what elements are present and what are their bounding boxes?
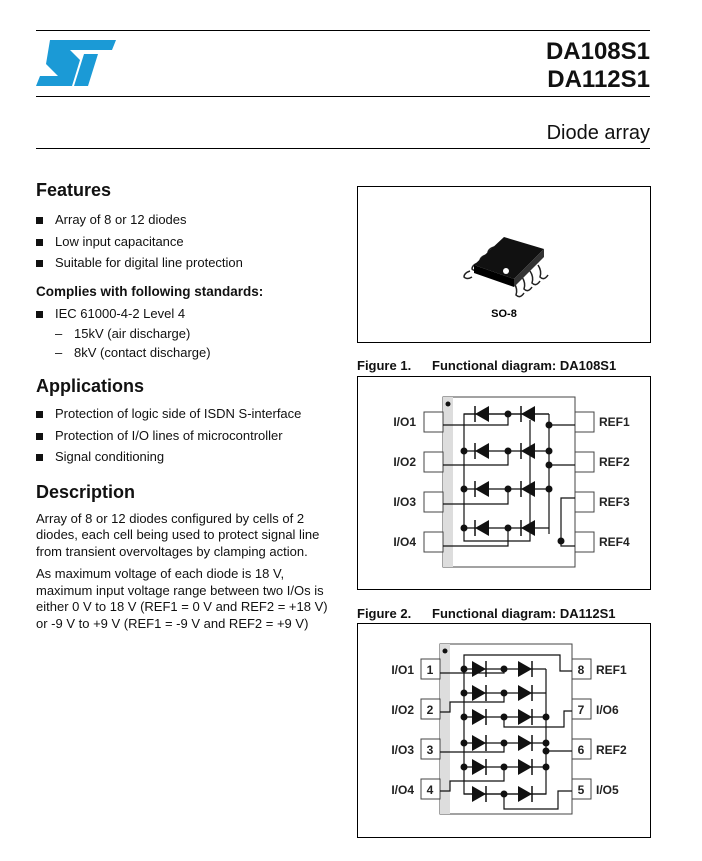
figure1-title: Functional diagram: DA108S1 — [432, 358, 617, 373]
fig2-right-pin-number: 6 — [577, 743, 585, 757]
package-label: SO-8 — [491, 308, 517, 320]
st-logo — [36, 38, 116, 88]
header-rule-bottom — [36, 148, 650, 149]
fig1-left-pin-label: I/O1 — [393, 415, 416, 429]
fig2-right-pin-number: 7 — [577, 703, 585, 717]
fig1-right-pin-label: REF4 — [599, 535, 630, 549]
application-item: Protection of I/O lines of microcontroller — [36, 425, 336, 447]
figure2-title: Functional diagram: DA112S1 — [432, 606, 616, 621]
feature-item: Low input capacitance — [36, 231, 336, 253]
description-paragraph: As maximum voltage of each diode is 18 V, maximum input voltage range between two I/Os is either 0 V to 18 V (REF1 = 0 V and REF2 = +18 V) or -9 V to +9 V (REF1 = -9 V and REF2 = +9 V) — [36, 566, 328, 631]
left-column — [36, 180, 336, 632]
document-subtitle: Diode array — [546, 122, 650, 144]
application-item: Signal conditioning — [36, 446, 336, 468]
standard-subitem: – 15kV (air discharge) — [55, 324, 336, 343]
applications-heading: Applications — [36, 376, 145, 396]
applications-list — [36, 403, 336, 468]
fig2-right-pin-label: REF2 — [596, 743, 627, 757]
fig2-right-pin-label: I/O5 — [596, 783, 619, 797]
part-number-1: DA108S1 — [545, 38, 650, 65]
standard-subitems — [36, 324, 336, 362]
fig2-right-pin-number: 8 — [577, 663, 585, 677]
fig2-left-pin-number: 1 — [426, 663, 434, 677]
description-heading: Description — [36, 481, 136, 502]
description-paragraph: Array of 8 or 12 diodes configured by cells of 2 diodes, each cell being used to protect signal line from transient overvoltages by clamping action. — [36, 510, 320, 559]
figure1-caption — [357, 358, 616, 373]
fig1-right-pin-label: REF1 — [599, 415, 630, 429]
standard-item: IEC 61000-4-2 Level 4 — [36, 303, 336, 325]
figure1-diagram — [358, 377, 650, 589]
fig2-left-pin-label: I/O3 — [391, 743, 414, 757]
fig1-left-pin-label: I/O2 — [393, 455, 416, 469]
fig2-right-pin-label: I/O6 — [596, 703, 619, 717]
so8-package-icon — [358, 187, 650, 342]
figure1-number: Figure 1. — [357, 358, 412, 373]
fig2-left-pin-label: I/O4 — [391, 783, 414, 797]
application-item: Protection of logic side of ISDN S-interface — [36, 403, 336, 425]
figure2-box — [357, 623, 651, 838]
features-heading: Features — [36, 180, 112, 200]
feature-item: Array of 8 or 12 diodes — [36, 209, 336, 231]
fig2-left-pin-number: 3 — [426, 743, 434, 757]
figure1-box — [357, 376, 651, 590]
package-image-box — [357, 186, 651, 343]
figure2-diagram — [358, 624, 650, 837]
fig1-right-pin-label: REF3 — [599, 495, 630, 509]
features-list — [36, 209, 336, 274]
fig2-left-pin-label: I/O1 — [391, 663, 414, 677]
fig2-right-pin-label: REF1 — [596, 663, 627, 677]
header-rule-top — [36, 30, 650, 31]
fig2-left-pin-label: I/O2 — [391, 703, 414, 717]
figure2-number: Figure 2. — [357, 606, 412, 621]
fig2-right-pin-number: 5 — [577, 783, 585, 797]
figure2-caption — [357, 606, 616, 621]
fig1-left-pin-label: I/O4 — [393, 535, 416, 549]
feature-item: Suitable for digital line protection — [36, 252, 336, 274]
standards-list — [36, 303, 336, 325]
part-number-2: DA112S1 — [547, 66, 650, 93]
fig2-left-pin-number: 4 — [426, 783, 434, 797]
standards-heading: Complies with following standards: — [36, 283, 264, 299]
fig2-left-pin-number: 2 — [426, 703, 434, 717]
fig1-right-pin-label: REF2 — [599, 455, 630, 469]
standard-subitem: – 8kV (contact discharge) — [55, 343, 336, 362]
header-rule-middle — [36, 96, 650, 97]
fig1-left-pin-label: I/O3 — [393, 495, 416, 509]
